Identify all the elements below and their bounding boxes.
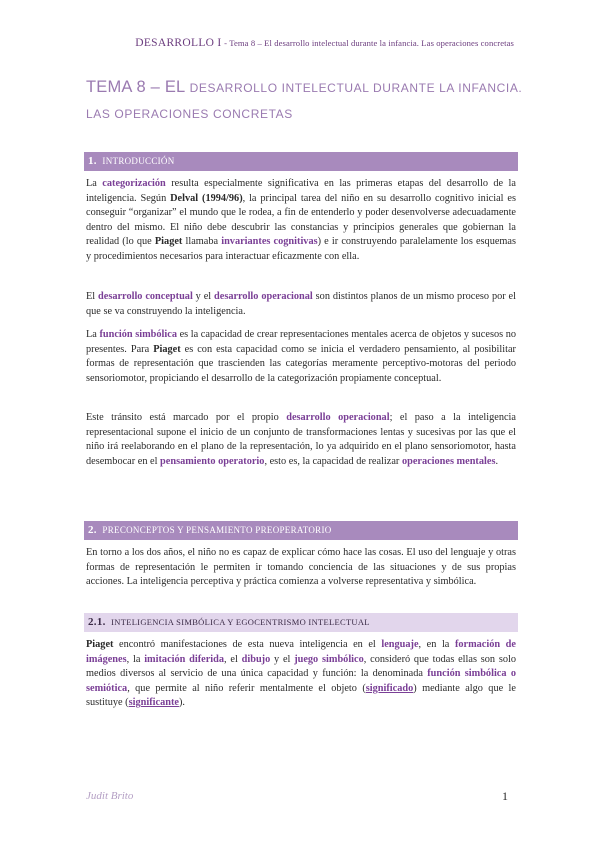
section-title: INTRODUCCIÓN bbox=[102, 156, 175, 166]
text-run: llamaba bbox=[182, 236, 222, 248]
text-run: , la bbox=[126, 653, 145, 665]
subsection-heading-inteligencia-simbolica bbox=[84, 613, 518, 632]
keyword-term: desarrollo operacional bbox=[286, 412, 390, 423]
paragraph-2 bbox=[86, 290, 516, 319]
running-header bbox=[86, 37, 514, 49]
keyword-term: función simbólica o semiótica bbox=[86, 668, 516, 694]
bold-term: Delval (1994/96) bbox=[170, 192, 243, 204]
text-run: ) mediante algo que le sustituye ( bbox=[86, 682, 516, 709]
section-number: 2. bbox=[88, 524, 97, 536]
subsection-number: 2.1. bbox=[88, 616, 106, 628]
section-heading-introduccion bbox=[84, 152, 518, 171]
text-run: ) e ir construyendo paralelamente los esquemas y procedimientos necesarios para interactuar eficazmente con ella. bbox=[86, 236, 516, 262]
paragraph-5 bbox=[86, 546, 516, 590]
text-run: , consideró que todas ellas son solo medios diversos al servicio de una única capacidad y función: la denominada bbox=[86, 653, 517, 680]
text-run: En torno a los dos años, el niño no es capaz de explicar cómo hace las cosas. El uso del lenguaje y otras formas de representación le permiten ir tomando conciencia de las situaciones y de sus propias acciones. La inteligencia perceptiva y práctica comienza a volverse representativa y simbólica. bbox=[86, 547, 516, 588]
text-run: es con esta capacidad como se inicia el verdadero pensamiento, al posibilitar formas de representación que trascienden las categorías meramente perceptivo-motoras del periodo sensoriomotor, propiciando el desarrollo de la categorización propiamente conceptual. bbox=[86, 343, 516, 384]
text-run: son distintos planos de un mismo proceso por el que se va construyendo la inteligencia. bbox=[86, 291, 516, 317]
text-run: La bbox=[86, 329, 100, 340]
keyword-term: formación de imágenes bbox=[86, 639, 516, 665]
keyword-term: pensamiento operatorio bbox=[160, 455, 265, 467]
keyword-term: invariantes cognitivas bbox=[221, 236, 318, 248]
text-run: , esto es, la capacidad de realizar bbox=[264, 455, 402, 467]
text-run: , el bbox=[224, 653, 242, 665]
subsection-title: INTELIGENCIA SIMBÓLICA Y EGOCENTRISMO INTELECTUAL bbox=[111, 617, 370, 627]
page-title bbox=[86, 75, 526, 127]
keyword-term: significado bbox=[365, 682, 414, 694]
text-run: es la capacidad de crear representaciones mentales acerca de objetos y sucesos no presentes. Para bbox=[86, 329, 516, 355]
text-run: , en la bbox=[418, 639, 455, 650]
keyword-term: lenguaje bbox=[381, 639, 419, 650]
section-heading-preconceptos bbox=[84, 521, 518, 540]
title-lead: TEMA 8 – EL bbox=[86, 78, 185, 96]
keyword-term: significante bbox=[128, 697, 179, 709]
header-topic: - Tema 8 – El desarrollo intelectual durante la infancia. Las operaciones concretas bbox=[224, 38, 514, 48]
keyword-term: dibujo bbox=[241, 653, 271, 665]
section-number: 1. bbox=[88, 155, 97, 167]
text-run: encontró manifestaciones de esta nueva inteligencia en el bbox=[113, 639, 382, 650]
text-run: La bbox=[86, 178, 103, 189]
text-run: Este tránsito está marcado por el propio bbox=[86, 412, 287, 423]
keyword-term: operaciones mentales bbox=[401, 455, 496, 467]
paragraph-3 bbox=[86, 328, 516, 386]
bold-term: Piaget bbox=[153, 343, 181, 355]
keyword-term: imitación diferida bbox=[144, 653, 225, 665]
text-run: resulta especialmente significativa en las primeras etapas del desarrollo de la inteligencia. Según bbox=[86, 178, 516, 204]
header-course: DESARROLLO I bbox=[135, 37, 222, 49]
text-run: y el bbox=[270, 653, 295, 665]
bold-term: Piaget bbox=[86, 639, 114, 650]
title-rest: DESARROLLO INTELECTUAL DURANTE LA INFANCIA. LAS OPERACIONES CONCRETAS bbox=[86, 81, 523, 121]
keyword-term: categorización bbox=[102, 178, 166, 189]
page-number: 1 bbox=[502, 789, 508, 803]
text-run: ). bbox=[178, 697, 185, 709]
text-run: ; el paso a la inteligencia representacional supone el inicio de un conjunto de transformaciones lentas y sucesivas por las que el niño irá reelaborando en el plano de la representación, lo ya adquirido en el plano sensoriomotor, hasta desembocar en el bbox=[86, 412, 516, 467]
keyword-term: desarrollo conceptual bbox=[98, 291, 193, 302]
bold-term: Piaget bbox=[154, 236, 183, 248]
text-run: y el bbox=[192, 291, 215, 302]
text-run: , que permite al niño referir mentalmente el objeto ( bbox=[127, 682, 366, 694]
paragraph-6 bbox=[86, 638, 516, 711]
keyword-term: desarrollo operacional bbox=[214, 291, 313, 302]
paragraph-4 bbox=[86, 411, 516, 469]
text-run: . bbox=[495, 455, 499, 467]
section-title: PRECONCEPTOS Y PENSAMIENTO PREOPERATORIO bbox=[102, 525, 332, 535]
text-run: El bbox=[86, 291, 99, 302]
keyword-term: función simbólica bbox=[99, 329, 177, 340]
text-run: , la principal tarea del niño en su desarrollo cognitivo inicial es conseguir “organizar” el mundo que le rodea, a fin de entenderlo y poder desenvolverse adecuadamente dentro del mismo. El niño debe descubrir las constancias y principios generales que gobiernan la realidad (lo que bbox=[86, 192, 516, 248]
footer-author: Judit Brito bbox=[86, 790, 134, 802]
keyword-term: juego simbólico bbox=[294, 653, 364, 665]
paragraph-1 bbox=[86, 177, 516, 265]
